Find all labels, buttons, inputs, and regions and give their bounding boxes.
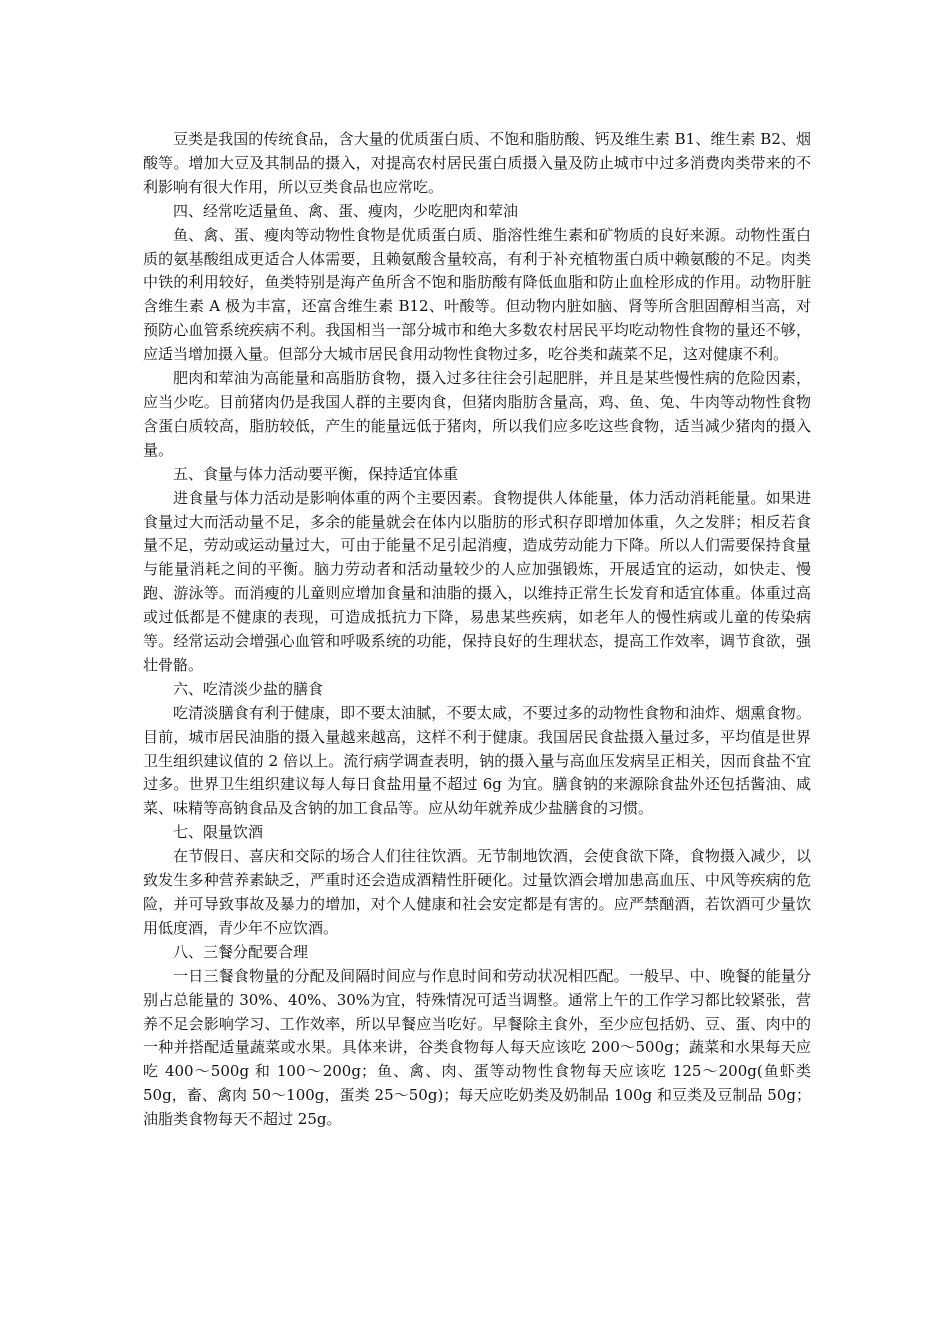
paragraph-limit-alcohol: 在节假日、喜庆和交际的场合人们往往饮酒。无节制地饮酒，会使食欲下降，食物摄入减少，以致发生多种营养素缺乏，严重时还会造成酒精性肝硬化。过量饮酒会增加患高血压、中风等疾病的危险，并可导致事故及暴力的增加，对个人健康和社会安定都是有害的。应严禁酗酒，若饮酒可少量饮用低度酒，青少年不应饮酒。 (143, 847, 811, 937)
paragraph-food-activity-balance: 进食量与体力活动是影响体重的两个主要因素。食物提供人体能量，体力活动消耗能量。如果进食量过大而活动量不足，多余的能量就会在体内以脂肪的形式积存即增加体重，久之发胖；相反若食量不足，劳动或运动量过大，可由于能量不足引起消瘦，造成劳动能力下降。所以人们需要保持食量与能量消耗之间的平衡。脑力劳动者和活动量较少的人应加强锻炼，开展适宜的运动，如快走、慢跑、游泳等。而消瘦的儿童则应增加食量和油脂的摄入，以维持正常生长发育和适宜体重。体重过高或过低都是不健康的表现，可造成抵抗力下降，易患某些疾病，如老年人的慢性病或儿童的传染病等。经常运动会增强心血管和呼吸系统的功能，保持良好的生理状态，提高工作效率，调节食欲，强壮骨骼。 (143, 488, 811, 674)
paragraph-three-meals: 一日三餐食物量的分配及间隔时间应与作息时间和劳动状况相匹配。一般早、中、晚餐的能量分别占总能量的 30%、40%、30%为宜，特殊情况可适当调整。通常上午的工作学习都比较紧张，营养不足会影响学习、工作效率，所以早餐应当吃好。早餐除主食外，至少应包括奶、豆、蛋、肉中的一种并搭配适量蔬菜或水果。具体来讲，谷类食物每人每天应该吃 200～500g；蔬菜和水果每天应吃 400～500g 和 100～200g；鱼、禽、肉、蛋等动物性食物每天应该吃 125～200g(鱼虾类 50g，畜、禽肉 50～100g，蛋类 25～50g)；每天应吃奶类及奶制品 100g 和豆类及豆制品 50g；油脂类食物每天不超过 25g。 (143, 966, 811, 1129)
section-heading-6: 六、吃清淡少盐的膳食 (173, 679, 324, 698)
paragraph-fatty-meat: 肥肉和荤油为高能量和高脂肪食物，摄入过多往往会引起肥胖，并且是某些慢性病的危险因素，应当少吃。目前猪肉仍是我国人群的主要肉食，但猪肉脂肪含量高，鸡、鱼、兔、牛肉等动物性食物含蛋白质较高，脂肪较低，产生的能量远低于猪肉，所以我们应多吃这些食物，适当减少猪肉的摄入量。 (143, 369, 811, 459)
section-heading-4: 四、经常吃适量鱼、禽、蛋、瘦肉，少吃肥肉和荤油 (173, 201, 519, 220)
document-body (143, 128, 811, 1132)
paragraph-animal-foods: 鱼、禽、蛋、瘦肉等动物性食物是优质蛋白质、脂溶性维生素和矿物质的良好来源。动物性蛋白质的氨基酸组成更适合人体需要，且赖氨酸含量较高，有利于补充植物蛋白质中赖氨酸的不足。肉类中铁的利用较好，鱼类特别是海产鱼所含不饱和脂肪酸有降低血脂和防止血栓形成的作用。动物肝脏含维生素 A 极为丰富，还富含维生素 B12、叶酸等。但动物内脏如脑、肾等所含胆固醇相当高，对预防心血管系统疾病不利。我国相当一部分城市和绝大多数农村居民平均吃动物性食物的量还不够，应适当增加摄入量。但部分大城市居民食用动物性食物过多，吃谷类和蔬菜不足，这对健康不利。 (143, 225, 811, 364)
section-heading-5: 五、食量与体力活动要平衡，保持适宜体重 (173, 464, 459, 483)
paragraph-soy-foods: 豆类是我国的传统食品，含大量的优质蛋白质、不饱和脂肪酸、钙及维生素 B1、维生素 B2、烟酸等。增加大豆及其制品的摄入，对提高农村居民蛋白质摄入量及防止城市中过多消费肉类带来的不利影响有很大作用，所以豆类食品也应常吃。 (143, 130, 811, 196)
section-heading-7: 七、限量饮酒 (173, 823, 264, 842)
paragraph-low-salt: 吃清淡膳食有利于健康，即不要太油腻，不要太咸，不要过多的动物性食物和油炸、烟熏食物。目前，城市居民油脂的摄入量越来越高，这样不利于健康。我国居民食盐摄入量过多，平均值是世界卫生组织建议值的 2 倍以上。流行病学调查表明，钠的摄入量与高血压发病呈正相关，因而食盐不宜过多。世界卫生组织建议每人每日食盐用量不超过 6g 为宜。膳食钠的来源除食盐外还包括酱油、咸菜、味精等高钠食品及含钠的加工食品等。应从幼年就养成少盐膳食的习惯。 (143, 703, 811, 818)
section-heading-8: 八、三餐分配要合理 (173, 942, 309, 961)
